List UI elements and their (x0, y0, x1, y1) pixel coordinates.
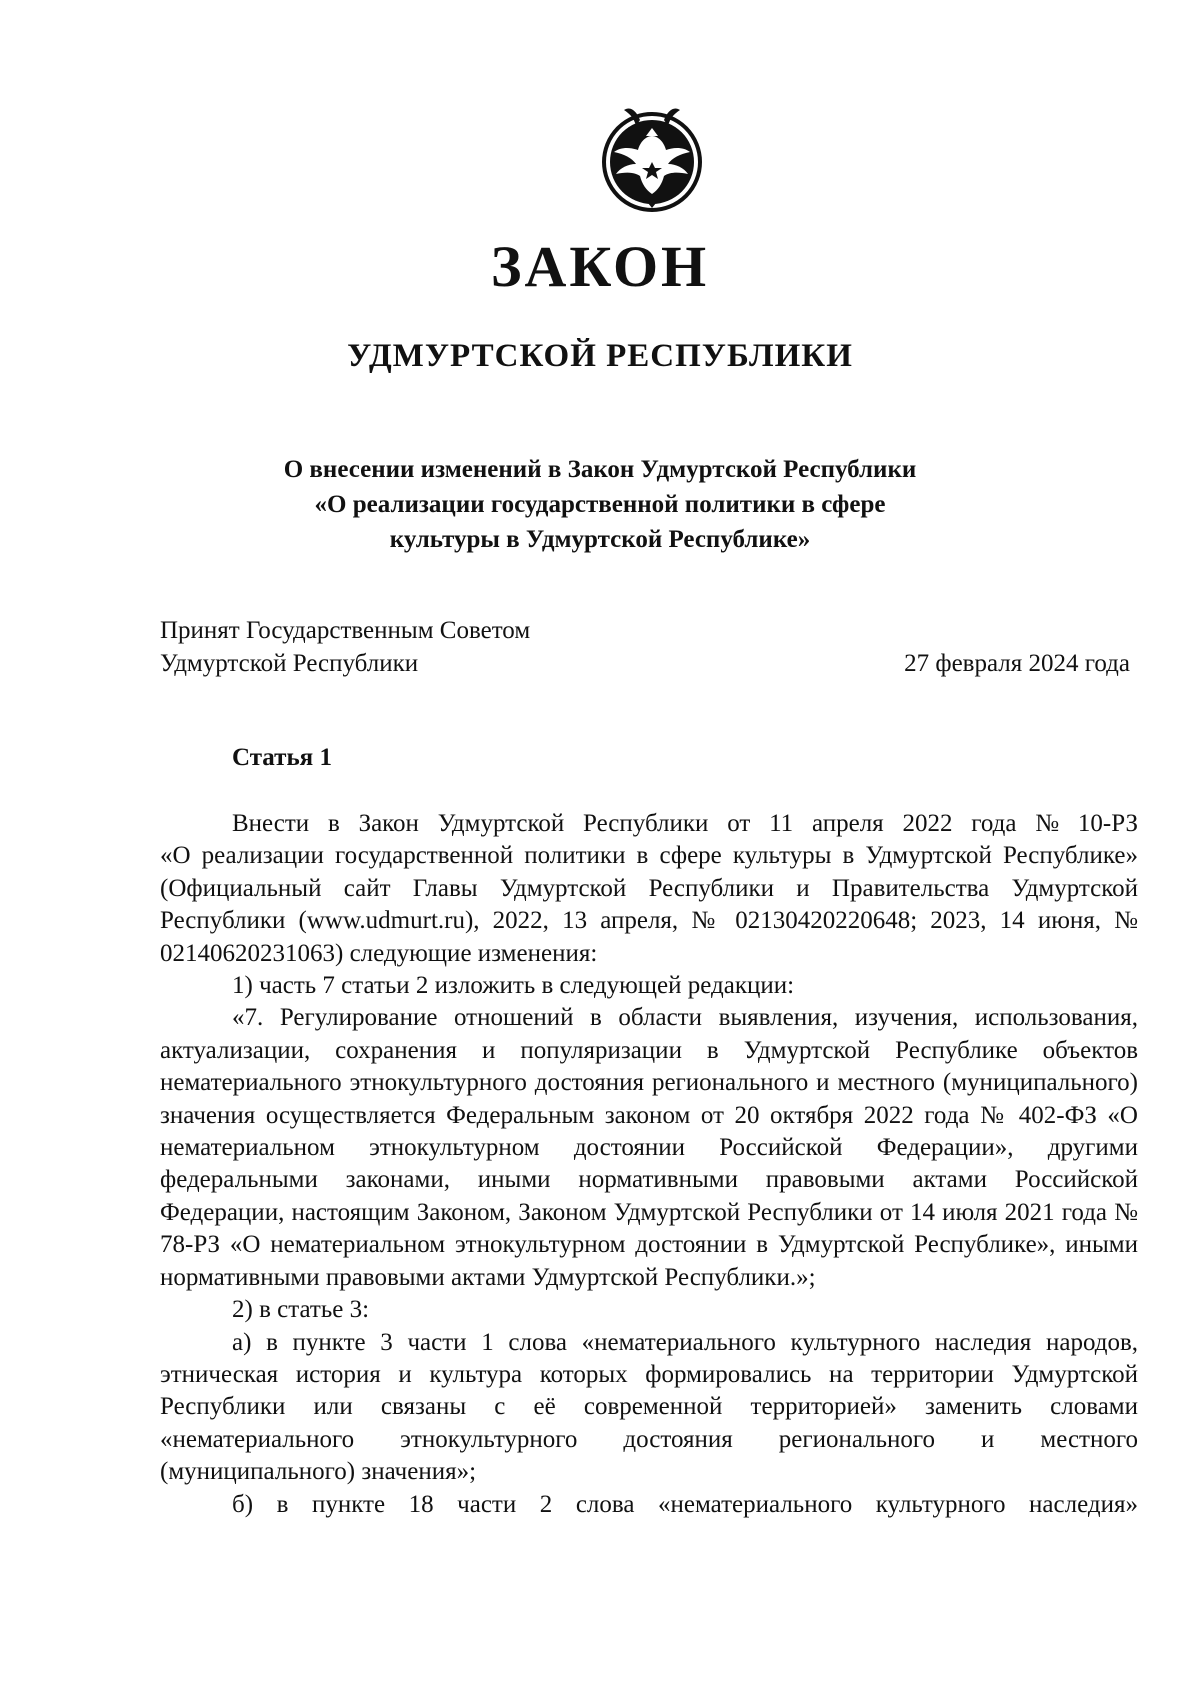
intro-first-line-word: № (1035, 810, 1060, 837)
intro-first-line-word: года (971, 810, 1017, 837)
item-2b (160, 1489, 1138, 1521)
law-heading-line: «О реализации государственной политики в сфере (314, 491, 886, 518)
item-2b-word: культурного (875, 1490, 1006, 1518)
intro-first-line (160, 808, 1138, 840)
adoption-line-1: Принят Государственным Советом (160, 617, 531, 644)
item-2b-word: пункте (311, 1490, 386, 1518)
document-subtitle: УДМУРТСКОЙ РЕСПУБЛИКИ (347, 338, 853, 374)
item-2b-word: 2 (539, 1490, 553, 1518)
intro-first-line-word: 10-РЗ (1077, 810, 1138, 837)
law-heading-line: культуры в Удмуртской Республике» (389, 526, 811, 553)
paragraph-intro (160, 808, 1138, 970)
intro-first-line-word: Закон (358, 810, 419, 837)
coat-of-arms-icon (596, 106, 708, 216)
law-heading (180, 452, 1020, 557)
item-1-intro: 1) часть 7 статьи 2 изложить в следующей редакции: (232, 972, 795, 1000)
intro-rest: «О реализации государственной политики в сфере культуры в Удмуртской Республике» (Официальный сайт Главы Удмуртской Республики и Правительства Удмуртской Республики (www.udmurt.ru), 2022, 13 апреля, № 02130420220648; 2023, 14 июня, № 02140620231063) следующие изменения: (160, 842, 1138, 967)
intro-first-line-word: Внести (232, 810, 310, 837)
item-2a: а) в пункте 3 части 1 слова «нематериального культурного наследия народов, этническая история и культура которых формировались на территории Удмуртской Республики или связаны с её современной территорией» заменить словами «нематериального этнокультурного достояния регионального и местного (муниципального) значения»; (160, 1328, 1138, 1486)
item-1-quote: «7. Регулирование отношений в области выявления, изучения, использования, актуализации, сохранения и популяризации в Удмуртской Республике объектов нематериального этнокультурного достояния регионального и местного (муниципального) значения осуществляется Федеральным законом от 20 октября 2022 года № 402-ФЗ «О нематериальном этнокультурном достоянии Российской Федерации», другими федеральными законами, иными нормативными правовыми актами Российской Федерации, настоящим Законом, Законом Удмуртской Республики от 14 июля 2021 года № 78-РЗ «О нематериальном этнокультурном достоянии в Удмуртской Республике», иными нормативными правовыми актами Удмуртской Республики.»; (160, 1004, 1138, 1291)
item-2b-word: слова (575, 1490, 635, 1518)
law-heading-line: О внесении изменений в Закон Удмуртской Республики (283, 456, 917, 483)
intro-first-line-word: 2022 (902, 810, 953, 837)
article-heading: Статья 1 (232, 744, 332, 771)
adoption-date: 27 февраля 2024 года (904, 650, 1130, 677)
adoption-block (160, 614, 1130, 680)
article-body (160, 808, 1138, 1521)
item-2b-word: «нематериального (658, 1490, 853, 1518)
intro-first-line-word: в (327, 810, 340, 837)
item-2-intro: 2) в статье 3: (232, 1296, 370, 1324)
intro-first-line-word: апреля (811, 810, 884, 837)
item-2b-word: в (276, 1490, 289, 1518)
item-2b-word: б) (232, 1490, 254, 1518)
intro-first-line-word: Удмуртской (437, 810, 565, 837)
intro-first-line-word: Республики (583, 810, 709, 837)
intro-first-line-word: от (727, 810, 751, 837)
document-title: ЗАКОН (490, 234, 710, 299)
intro-first-line-word: 11 (769, 810, 794, 837)
adoption-line-2: Удмуртской Республики (160, 650, 419, 677)
item-2b-word: части (457, 1490, 517, 1518)
item-2b-word: 18 (408, 1490, 434, 1518)
item-2b-word: наследия» (1029, 1490, 1138, 1518)
